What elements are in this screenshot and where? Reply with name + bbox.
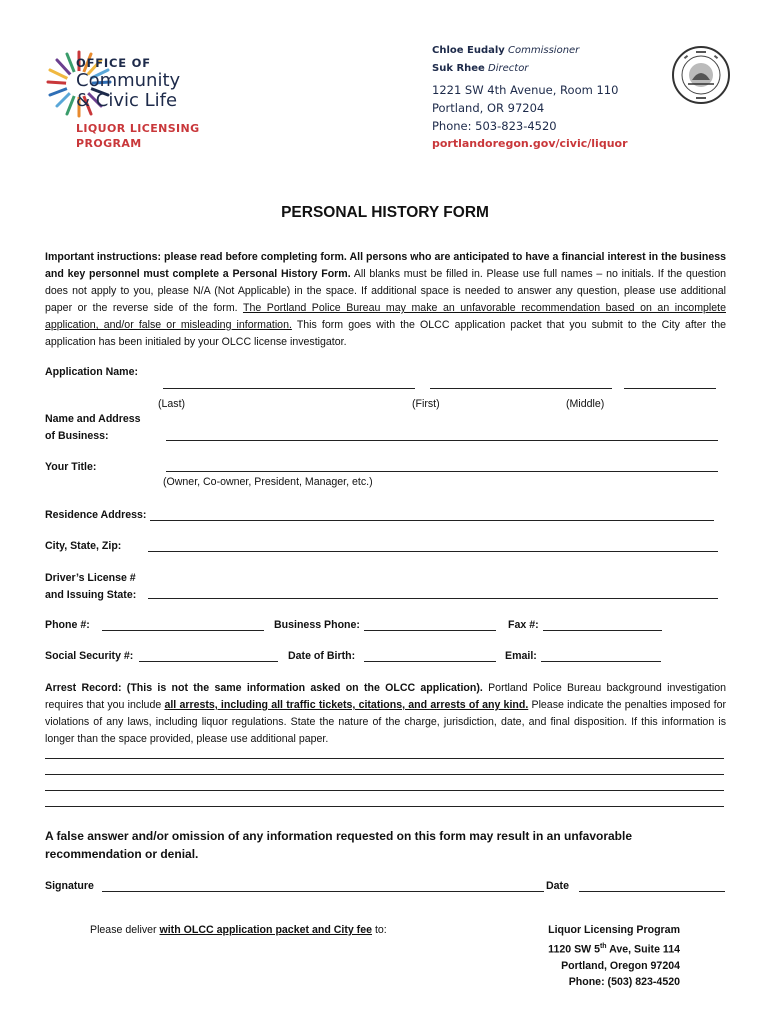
ssn-field[interactable] [139, 661, 278, 662]
contact-phone: Phone: 503-823-4520 [432, 119, 557, 133]
deliver-prefix: Please deliver [90, 924, 157, 936]
logo-line2: Community [76, 70, 181, 91]
program-address-line2: 1120 SW 5th Ave, Suite 114 [548, 942, 680, 956]
city-state-zip-field[interactable] [148, 551, 718, 552]
arrest-bold: Arrest Record: (This is not the same information asked on the OLCC application). [45, 682, 483, 694]
your-title-field[interactable] [166, 471, 718, 472]
program-address-line1: Liquor Licensing Program [548, 924, 680, 936]
contact-website[interactable]: portlandoregon.gov/civic/liquor [432, 137, 628, 150]
instructions [45, 249, 726, 351]
business-phone-field[interactable] [364, 630, 496, 631]
fax-label: Fax #: [508, 619, 539, 631]
director-title: Director [488, 63, 529, 74]
arrest-line-4[interactable] [45, 806, 724, 807]
warning-line2: recommendation or denial. [45, 847, 199, 861]
arrest-line-2[interactable] [45, 774, 724, 775]
program-address-line4: Phone: (503) 823-4520 [568, 976, 680, 989]
email-label: Email: [505, 650, 537, 662]
form-title: PERSONAL HISTORY FORM [281, 204, 489, 221]
deliver-underlined: with OLCC application packet and City fee [159, 924, 372, 936]
seal-icon [674, 48, 728, 102]
application-name-label: Application Name: [45, 366, 139, 378]
commissioner-title: Commissioner [508, 45, 580, 56]
arrest-text1: Portland Police Bureau background investigation requires that you include [45, 682, 726, 711]
logo-line4: LIQUOR LICENSING [76, 122, 200, 135]
logo-line5: PROGRAM [76, 137, 142, 150]
title-hint: (Owner, Co-owner, President, Manager, etc.) [163, 476, 373, 488]
your-title-label: Your Title: [45, 461, 97, 473]
last-label: (Last) [158, 398, 186, 410]
contact-address1: 1221 SW 4th Avenue, Room 110 [432, 83, 619, 97]
business-label-line2: of Business: [45, 430, 109, 442]
phone-field[interactable] [102, 630, 264, 631]
contact-block [432, 45, 662, 150]
signature-field[interactable] [102, 891, 544, 892]
delivery-instructions [90, 922, 387, 939]
signature-label: Signature [45, 880, 94, 892]
drivers-license-field[interactable] [148, 598, 718, 599]
arrest-bold-underlined: all arrests, including all traffic tickets, citations, and arrests of any kind. [164, 699, 529, 711]
program-address-line3: Portland, Oregon 97204 [561, 959, 680, 972]
warning-line1: A false answer and/or omission of any information requested on this form may result in an unfavorable [45, 829, 633, 843]
program-address [548, 922, 680, 991]
instructions-text2: This form goes with the OLCC application packet that you submit to the City after the application has been initialed by your OLCC license investigator. [45, 319, 726, 348]
middle-label: (Middle) [566, 398, 605, 410]
date-label: Date [546, 880, 569, 892]
middle-name-field[interactable] [624, 388, 716, 389]
instructions-underlined: The Portland Police Bureau may make an unfavorable recommendation based on an incomplete application, and/or false or misleading information. [45, 302, 726, 331]
instructions-text1: All blanks must be filled in. Please use full names – no initials. If the question does not apply to you, please N/A (Not Applicable) in the space. If additional space is needed to answer any question, please use additional paper or the reverse side of the form. [45, 268, 726, 314]
drivers-license-line1: Driver’s License # [45, 572, 136, 584]
date-field[interactable] [579, 891, 725, 892]
last-name-field[interactable] [163, 388, 415, 389]
first-label: (First) [412, 398, 440, 410]
deliver-suffix: to: [374, 924, 387, 936]
dob-field[interactable] [364, 661, 496, 662]
fax-field[interactable] [543, 630, 662, 631]
logo-line3: & Civic Life [76, 90, 178, 111]
business-name-address-label [45, 411, 141, 445]
warning-text [45, 827, 632, 863]
business-name-address-field[interactable] [166, 440, 718, 441]
residence-address-label: Residence Address: [45, 509, 147, 521]
director-name: Suk Rhee [432, 63, 485, 74]
phone-label: Phone #: [45, 619, 90, 631]
arrest-record-text [45, 680, 726, 748]
drivers-license-line2: and Issuing State: [45, 589, 137, 601]
city-seal [672, 46, 730, 104]
email-field[interactable] [541, 661, 661, 662]
instructions-bold: Important instructions: please read before completing form. All persons who are anticipated to have a financial interest in the business and key personnel must complete a Personal History Form. [45, 251, 726, 280]
arrest-line-1[interactable] [45, 758, 724, 759]
business-label-line1: Name and Address [45, 413, 141, 425]
contact-address2: Portland, OR 97204 [432, 101, 545, 115]
city-state-zip-label: City, State, Zip: [45, 540, 122, 552]
dob-label: Date of Birth: [288, 650, 356, 662]
drivers-license-label [45, 570, 136, 604]
commissioner-name: Chloe Eudaly [432, 45, 505, 56]
residence-address-field[interactable] [150, 520, 714, 521]
logo-line1: OFFICE OF [76, 56, 151, 70]
arrest-text2: Please indicate the penalties imposed for violations of any laws, including liquor regulations. State the nature of the charge, jurisdiction, date, and final disposition. If this information is longer than the space provided, please use additional paper. [45, 699, 726, 745]
first-name-field[interactable] [430, 388, 612, 389]
ssn-label: Social Security #: [45, 650, 134, 662]
arrest-line-3[interactable] [45, 790, 724, 791]
business-phone-label: Business Phone: [274, 619, 360, 631]
logo [44, 44, 254, 154]
